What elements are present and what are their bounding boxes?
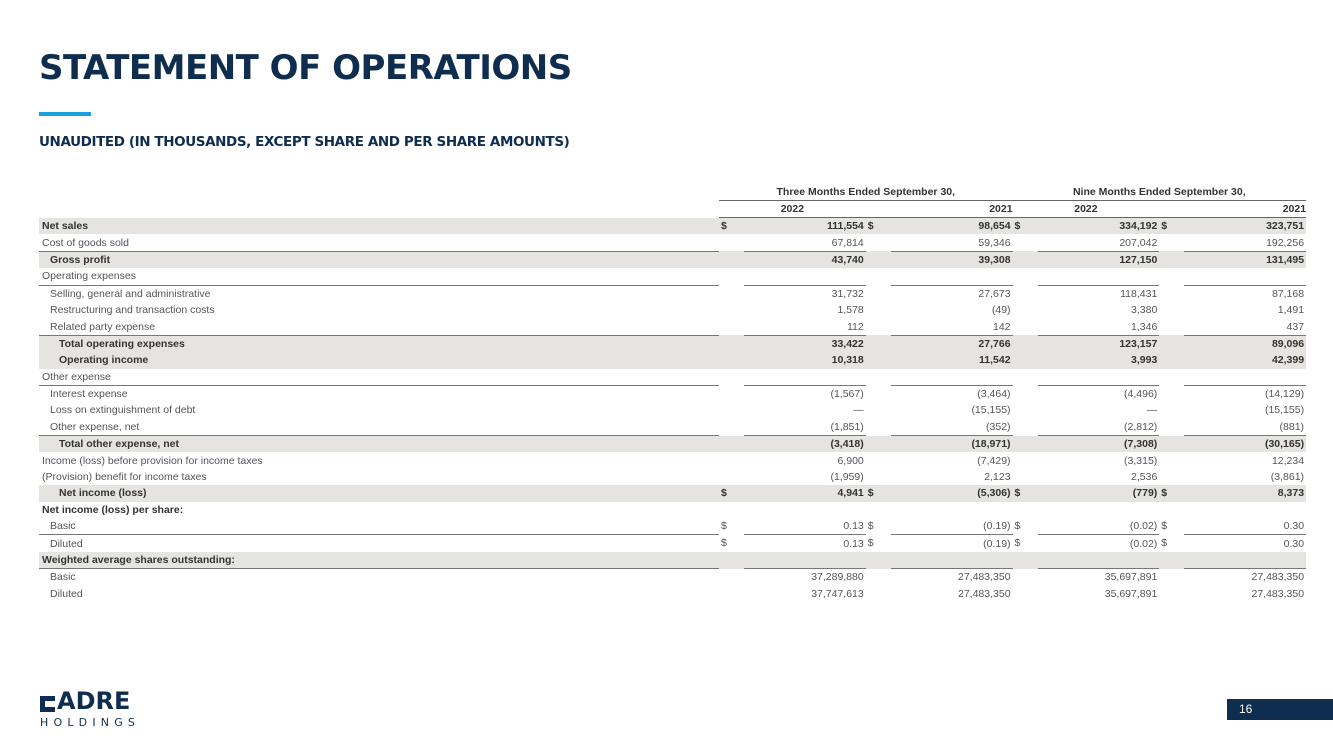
cell-value: 112: [744, 318, 866, 335]
year-header: 2021: [1159, 201, 1306, 218]
table-row: [39, 569, 1306, 586]
cell-value: 118,431: [1120, 287, 1158, 300]
cell-value: 89,096: [1184, 335, 1306, 352]
dollar-sign: [1159, 402, 1184, 418]
cell-value: [1184, 268, 1306, 285]
dollar-sign: [1013, 552, 1038, 569]
row-label: (Provision) benefit for income taxes: [42, 471, 207, 484]
dollar-sign: [719, 234, 744, 251]
logo-wordmark: ADRE: [57, 687, 131, 715]
dollar-sign: [866, 251, 891, 268]
row-label: Net sales: [39, 218, 719, 235]
dollar-sign: [719, 419, 744, 436]
table-row: [39, 552, 1306, 569]
dollar-sign: [719, 302, 744, 318]
page-number: 16: [1227, 699, 1333, 720]
table-row: [39, 518, 1306, 535]
dollar-sign: $: [867, 520, 874, 533]
cell-value: 437: [1184, 318, 1306, 335]
dollar-sign: [1159, 469, 1184, 485]
dollar-sign: [866, 452, 891, 468]
cell-value: [744, 369, 866, 386]
dollar-sign: [719, 402, 744, 418]
cell-value: 142: [891, 318, 1013, 335]
cell-value: —: [853, 404, 864, 417]
dollar-sign: [1159, 419, 1184, 436]
dollar-sign: [1159, 586, 1184, 602]
row-label: Diluted: [50, 587, 83, 600]
cell-value: 59,346: [891, 234, 1013, 251]
row-label: Interest expense: [50, 388, 128, 401]
cell-value: [1038, 552, 1160, 569]
dollar-sign: [1013, 285, 1038, 302]
row-label: Net income (loss) per share:: [42, 503, 184, 516]
cell-value: (3,418): [744, 436, 866, 453]
logo-subtext: HOLDINGS: [40, 716, 141, 729]
cell-value: 323,751: [1184, 218, 1306, 235]
cell-value: [891, 369, 1013, 386]
table-row: [39, 419, 1306, 436]
dollar-sign: [1013, 502, 1038, 518]
dollar-sign: [866, 569, 891, 586]
cell-value: 0.30: [1184, 518, 1306, 535]
dollar-sign: $: [866, 485, 891, 501]
dollar-sign: [1159, 335, 1184, 352]
dollar-sign: $: [719, 218, 744, 235]
cell-value: [1184, 502, 1306, 518]
cell-value: 1,578: [837, 304, 864, 317]
cell-value: 111,554: [744, 218, 866, 235]
cell-value: 0.13: [744, 518, 866, 535]
cell-value: [891, 502, 1013, 518]
cell-value: 31,732: [831, 287, 864, 300]
dollar-sign: [1013, 302, 1038, 318]
dollar-sign: [1159, 234, 1184, 251]
cell-value: 0.13: [843, 537, 864, 550]
table-row: [39, 469, 1306, 485]
cell-value: 67,814: [744, 234, 866, 251]
cell-value: —: [1146, 404, 1158, 417]
dollar-sign: [1013, 318, 1038, 335]
cell-value: [744, 502, 866, 518]
cell-value: 2,123: [984, 471, 1011, 484]
cell-value: [1184, 552, 1306, 569]
row-label: Total operating expenses: [39, 335, 719, 352]
dollar-sign: [719, 552, 744, 569]
cell-value: 4,941: [744, 485, 866, 501]
cell-value: (3,464): [977, 388, 1011, 401]
cell-value: (5,306): [891, 485, 1013, 501]
dollar-sign: [719, 251, 744, 268]
cell-value: [891, 268, 1013, 285]
cell-value: (3,861): [1270, 471, 1305, 484]
cell-value: (14,129): [1264, 388, 1305, 401]
dollar-sign: [1159, 285, 1184, 302]
cell-value: (881): [1184, 419, 1306, 436]
cell-value: (15,155): [971, 404, 1011, 417]
table-row: [39, 285, 1306, 302]
page-title: STATEMENT OF OPERATIONS: [39, 48, 572, 88]
table-row: [39, 234, 1306, 251]
cell-value: [891, 552, 1013, 569]
dollar-sign: [866, 469, 891, 485]
cell-value: (1,851): [744, 419, 866, 436]
dollar-sign: [719, 385, 744, 402]
cell-value: [1038, 369, 1160, 386]
dollar-sign: [1159, 452, 1184, 468]
dollar-sign: [719, 369, 744, 386]
cell-value: 37,289,880: [811, 571, 864, 584]
dollar-sign: [719, 469, 744, 485]
dollar-sign: $: [1013, 485, 1038, 501]
cell-value: 27,483,350: [957, 571, 1011, 584]
dollar-sign: [1013, 352, 1038, 368]
group-header-row: [39, 184, 1306, 201]
dollar-sign: [1013, 419, 1038, 436]
dollar-sign: [719, 352, 744, 368]
dollar-sign: [1159, 436, 1184, 453]
statement-table: [39, 184, 1306, 602]
cell-value: [744, 268, 866, 285]
dollar-sign: $: [721, 537, 727, 550]
cell-value: (30,165): [1184, 436, 1306, 453]
dollar-sign: [866, 369, 891, 386]
cell-value: 35,697,891: [1104, 587, 1158, 600]
statement-body: [39, 218, 1306, 602]
dollar-sign: $: [1013, 218, 1038, 235]
dollar-sign: [866, 552, 891, 569]
cell-value: (0.02): [1129, 537, 1158, 550]
cell-value: 10,318: [744, 352, 866, 368]
dollar-sign: [719, 285, 744, 302]
cell-value: (7,429): [977, 454, 1011, 467]
cell-value: (1,959): [830, 471, 864, 484]
table-row: [39, 586, 1306, 602]
cell-value: 12,234: [1271, 454, 1305, 467]
row-label: Cost of goods sold: [39, 234, 719, 251]
row-label: Other expense, net: [39, 419, 719, 436]
table-row: [39, 318, 1306, 335]
table-row: [39, 452, 1306, 468]
dollar-sign: [1013, 469, 1038, 485]
dollar-sign: [866, 385, 891, 402]
dollar-sign: [866, 586, 891, 602]
cell-value: (0.19): [983, 537, 1011, 550]
dollar-sign: [1159, 569, 1184, 586]
cell-value: (4,496): [1124, 388, 1158, 401]
year-header: 2021: [866, 201, 1013, 218]
dollar-sign: $: [867, 537, 874, 550]
cell-value: 131,495: [1184, 251, 1306, 268]
dollar-sign: $: [1014, 520, 1021, 533]
dollar-sign: [719, 452, 744, 468]
dollar-sign: [866, 502, 891, 518]
dollar-sign: $: [719, 485, 744, 501]
table-row: [39, 502, 1306, 518]
row-label: Diluted: [50, 537, 83, 550]
cell-value: 207,042: [1038, 234, 1160, 251]
cell-value: 11,542: [891, 352, 1013, 368]
dollar-sign: [866, 436, 891, 453]
cell-value: (7,308): [1038, 436, 1160, 453]
cell-value: 1,346: [1038, 318, 1160, 335]
dollar-sign: $: [721, 520, 727, 533]
cell-value: 123,157: [1038, 335, 1160, 352]
cell-value: 43,740: [744, 251, 866, 268]
row-label: Selling, general and administrative: [50, 287, 211, 300]
dollar-sign: [719, 335, 744, 352]
dollar-sign: [1159, 369, 1184, 386]
cell-value: (0.02): [1038, 518, 1160, 535]
table-row: [39, 485, 1306, 501]
cell-value: (3,315): [1124, 454, 1158, 467]
dollar-sign: [1013, 436, 1038, 453]
dollar-sign: [719, 318, 744, 335]
dollar-sign: [866, 402, 891, 418]
dollar-sign: [1013, 234, 1038, 251]
group-header-nine-months: Nine Months Ended September 30,: [1013, 184, 1307, 201]
dollar-sign: [1159, 502, 1184, 518]
row-label: Basic: [50, 571, 76, 584]
table-row: [39, 352, 1306, 368]
cell-value: [1038, 268, 1160, 285]
dollar-sign: [866, 335, 891, 352]
dollar-sign: [1013, 251, 1038, 268]
cell-value: (18,971): [891, 436, 1013, 453]
dollar-sign: [1013, 369, 1038, 386]
table-row: [39, 335, 1306, 352]
dollar-sign: $: [866, 218, 891, 235]
cell-value: 192,256: [1184, 234, 1306, 251]
dollar-sign: [1013, 586, 1038, 602]
cell-value: [1038, 502, 1160, 518]
cell-value: 2,536: [1131, 471, 1158, 484]
table-row: [39, 268, 1306, 285]
cell-value: 27,483,350: [957, 587, 1011, 600]
dollar-sign: [1159, 251, 1184, 268]
cell-value: (1,567): [830, 388, 864, 401]
row-label: Related party expense: [39, 318, 719, 335]
table-row: [39, 402, 1306, 418]
row-label: Gross profit: [39, 251, 719, 268]
year-header: 2022: [1013, 201, 1160, 218]
dollar-sign: [719, 268, 744, 285]
cell-value: 3,993: [1038, 352, 1160, 368]
title-accent-bar: [39, 112, 91, 116]
row-label: Operating expenses: [39, 268, 719, 285]
row-label: Net income (loss): [39, 485, 719, 501]
dollar-sign: [866, 352, 891, 368]
dollar-sign: [1013, 385, 1038, 402]
dollar-sign: [866, 234, 891, 251]
cell-value: 3,380: [1131, 304, 1158, 317]
table-row: [39, 436, 1306, 453]
dollar-sign: [719, 569, 744, 586]
cell-value: 6,900: [837, 454, 864, 467]
dollar-sign: [719, 436, 744, 453]
cell-value: (0.19): [891, 518, 1013, 535]
dollar-sign: [1013, 268, 1038, 285]
year-header-row: [39, 201, 1306, 218]
row-label: Other expense: [39, 369, 719, 386]
cell-value: 27,483,350: [1251, 587, 1305, 600]
cell-value: 127,150: [1038, 251, 1160, 268]
table-row: [39, 385, 1306, 402]
row-label: Weighted average shares outstanding:: [39, 552, 719, 569]
dollar-sign: [1013, 452, 1038, 468]
dollar-sign: [866, 285, 891, 302]
cell-value: (15,155): [1264, 404, 1305, 417]
table-row: [39, 302, 1306, 318]
cell-value: 37,747,613: [811, 587, 864, 600]
dollar-sign: $: [1159, 218, 1184, 235]
cell-value: 1,491: [1277, 304, 1305, 317]
cell-value: (2,812): [1038, 419, 1160, 436]
table-row: [39, 369, 1306, 386]
year-header: 2022: [719, 201, 866, 218]
table-row: [39, 535, 1306, 552]
row-label: Income (loss) before provision for income taxes: [42, 454, 263, 467]
dollar-sign: [1013, 569, 1038, 586]
company-logo: [40, 687, 141, 729]
dollar-sign: [866, 318, 891, 335]
dollar-sign: [1159, 318, 1184, 335]
cell-value: 33,422: [744, 335, 866, 352]
cell-value: 8,373: [1184, 485, 1306, 501]
row-label: Restructuring and transaction costs: [50, 304, 215, 317]
cell-value: (352): [891, 419, 1013, 436]
cell-value: 27,673: [978, 287, 1011, 300]
cell-value: [1184, 369, 1306, 386]
cell-value: 42,399: [1184, 352, 1306, 368]
dollar-sign: [1013, 402, 1038, 418]
row-label: Operating income: [39, 352, 719, 368]
dollar-sign: [1013, 335, 1038, 352]
dollar-sign: [719, 502, 744, 518]
cell-value: 27,766: [891, 335, 1013, 352]
row-label: Basic: [39, 518, 719, 535]
dollar-sign: [1159, 385, 1184, 402]
dollar-sign: [719, 586, 744, 602]
cell-value: 0.30: [1283, 537, 1305, 550]
table-row: [39, 218, 1306, 235]
dollar-sign: $: [1159, 485, 1184, 501]
dollar-sign: [866, 302, 891, 318]
dollar-sign: [1159, 352, 1184, 368]
table-row: [39, 251, 1306, 268]
cell-value: 39,308: [891, 251, 1013, 268]
dollar-sign: [866, 419, 891, 436]
cell-value: 87,168: [1271, 287, 1305, 300]
dollar-sign: $: [1014, 537, 1021, 550]
cell-value: 98,654: [891, 218, 1013, 235]
row-label: Loss on extinguishment of debt: [50, 404, 196, 417]
cell-value: (49): [991, 304, 1011, 317]
dollar-sign: $: [1161, 520, 1168, 533]
cell-value: (779): [1038, 485, 1160, 501]
dollar-sign: [1159, 302, 1184, 318]
dollar-sign: [866, 268, 891, 285]
dollar-sign: [1159, 268, 1184, 285]
logo-c-mark: [40, 696, 55, 712]
cell-value: 27,483,350: [1251, 571, 1305, 584]
dollar-sign: $: [1161, 537, 1168, 550]
page-subtitle: UNAUDITED (IN THOUSANDS, EXCEPT SHARE AND PER SHARE AMOUNTS): [39, 134, 570, 150]
cell-value: [744, 552, 866, 569]
cell-value: 334,192: [1038, 218, 1160, 235]
group-header-three-months: Three Months Ended September 30,: [719, 184, 1013, 201]
cell-value: 35,697,891: [1104, 571, 1158, 584]
dollar-sign: [1159, 552, 1184, 569]
row-label: Total other expense, net: [39, 436, 719, 453]
